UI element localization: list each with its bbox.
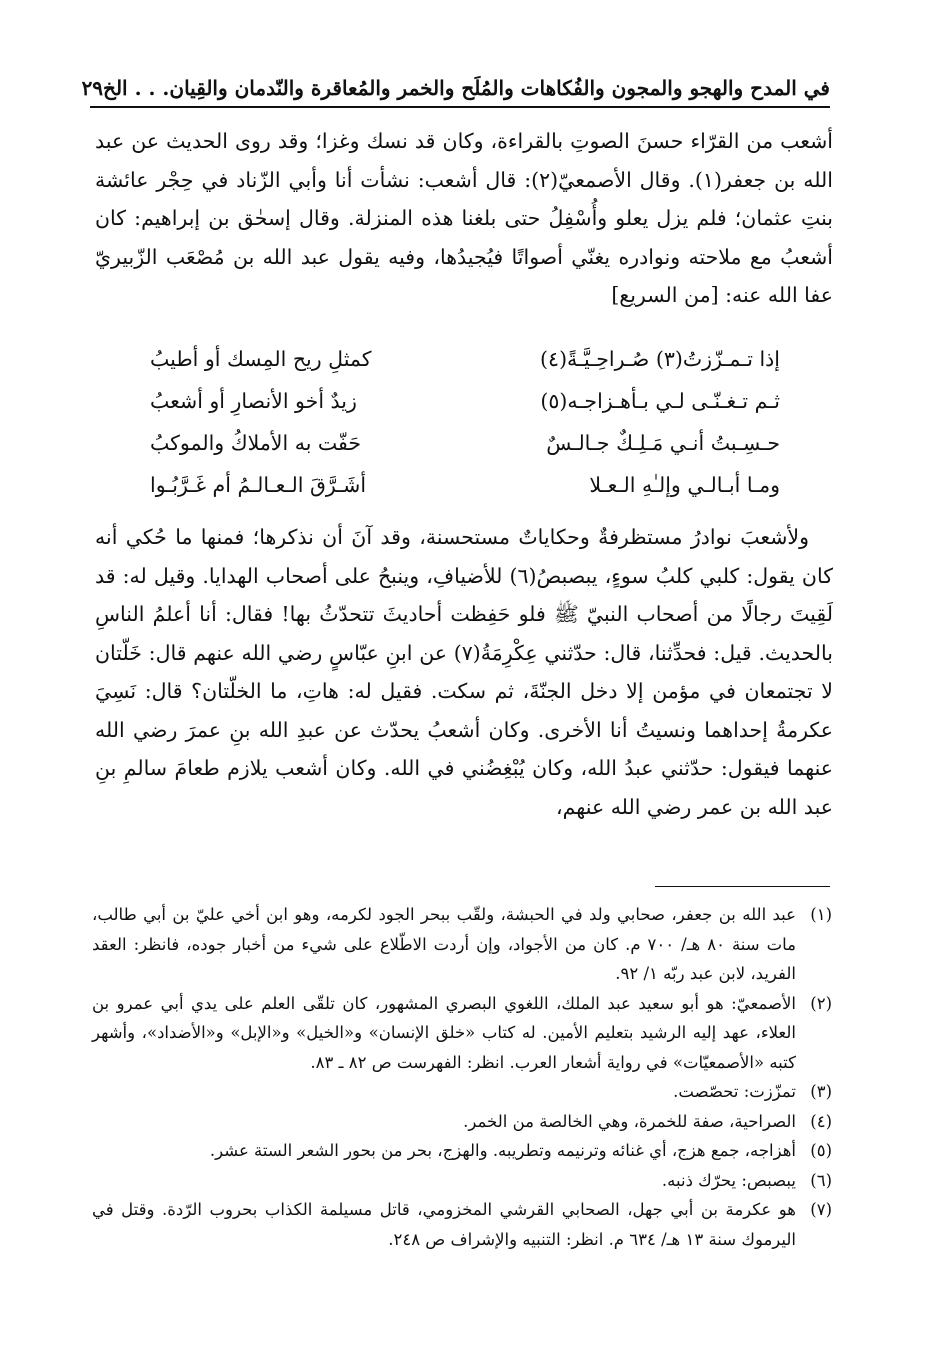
footnote: [92, 1195, 832, 1254]
footnote: [92, 989, 832, 1078]
poem-verse: [150, 338, 780, 380]
footnote-text: أهزاجه، جمع هزج، أي غنائه وترنيمه وتطريبه. والهزج، بحر من بحور الشعر الستة عشر.: [209, 1141, 796, 1160]
running-title: في المدح والهجو والمجون والفُكاهات والمُلَح والخمر والمُعاقرة والنّدمان والقِيان. . . الخ: [103, 76, 830, 100]
footnote-text: يبصبص: يحرّك ذنبه.: [661, 1170, 796, 1190]
paragraph-2: [95, 518, 833, 826]
footnote-text: عبد الله بن جعفر، صحابي ولد في الحبشة، ولقّب ببحر الجود لكرمه، وهو ابن أخي عليّ بن أبي طالب، مات سنة ٨٠ هـ/ ٧٠٠ م. كان من الأجواد، وإن أردت الاطّلاع على شيء من أخبار جوده، فانظر: العقد الفريد، لابن عبد ربّه ١/ ٩٢.: [92, 905, 797, 983]
verse-first-hemistich: إذا تـمـزّزتُ(٣) صُـراحِـيَّـةً(٤): [540, 347, 780, 371]
verse-second-hemistich: زيدٌ أخو الأنصارِ أو أشعبُ: [150, 389, 357, 413]
verse-second-hemistich: كمثلِ ريح المِسك أو أطيبُ: [150, 347, 372, 371]
footnote-number: (٧): [810, 1200, 832, 1219]
poem-verse: [150, 422, 780, 464]
poem-verse: [150, 464, 780, 506]
verse-second-hemistich: أشَـرَّقَ الـعـالـمُ أم غَـرَّبُـوا: [150, 473, 367, 497]
footnote: [92, 1077, 832, 1107]
verse-second-hemistich: حَفّت به الأملاكُ والموكبُ: [150, 431, 362, 455]
paragraph-2-text: ولأشعبَ نوادرُ مستظرفةٌ وحكاياتٌ مستحسنة، وقد آنَ أن نذكرها؛ فمنها ما حُكي أنه كان يقول: كلبي كلبُ سوءٍ، يبصبصُ(٦) للأضيافِ، وينبحُ على أصحاب الهدايا. وقيل له: قد لَقِيتَ رجالًا من أصحاب النبيّ ﷺ فلو حَفِظت أحاديثَ تتحدّثُ بها! فقال: أنا أعلمُ الناسِ بالحديث. قيل: فحدِّثنا، قال: حدّثني عِكْرِمَةُ(٧) عن ابنِ عبّاسٍ رضي الله عنهم قال: خَلّتان لا تجتمعان في مؤمن إلا دخل الجنّةَ، ثم سكت. فقيل له: هاتِ، ما الخلّتان؟ قال: نَسِيَ عكرمةُ إحداهما ونسيتُ أنا الأخرى. وكان أشعبُ يحدّث عن عبدِ الله بنِ عمرَ رضي الله عنهما فيقول: حدّثني عبدُ الله، وكان يُبْغِضُني في الله. وكان أشعب يلازم طعامَ سالمِ بنِ عبد الله بن عمر رضي الله عنهم،: [95, 525, 833, 819]
footnote-number: (٥): [810, 1141, 832, 1160]
footnote-number: (٤): [810, 1111, 832, 1131]
page-number: ٢٩: [81, 76, 104, 100]
paragraph-1: أشعب من القرّاء حسنَ الصوتِ بالقراءة، وكان قد نسك وغزا؛ وقد روى الحديث عن عبد الله بن جعفر(١). وقال الأصمعيّ(٢): قال أشعب: نشأت أنا وأبي الزّناد في حِجْر عائشة بنتِ عثمان؛ فلم يزل يعلو وأُسْفِلُ حتى بلغنا هذه المنزلة. وقال إسحٰق بن إبراهيم: كان أشعبُ مع ملاحته ونوادره يغنّي أصواتًا فيُجيدُها، وفيه يقول عبد الله بن مُصْعَب الزّبيريّ عفا الله عنه: [من السريع]: [95, 129, 833, 307]
poem: [150, 338, 780, 506]
footnote: [92, 1107, 832, 1137]
footnote: [92, 900, 832, 989]
footnote: [92, 1136, 832, 1166]
footnote-text: الأصمعيّ: هو أبو سعيد عبد الملك، اللغوي البصري المشهور، كان تلقّى العلم على يدي أبي عمرو بن العلاء، عهد إليه الرشيد بتعليم الأمين. له كتاب «خلق الإنسان» و«الخيل» و«الإبل» و«الأضداد»، وأشهر كتبه «الأصمعيّات» في رواية أشعار العرب. انظر: الفهرست ص ٨٢ ـ ٨٣.: [92, 993, 796, 1072]
page-header: [81, 70, 830, 108]
verse-first-hemistich: ثـم تـغـنّـى لـي بـأهـزاجـه(٥): [540, 389, 780, 413]
verse-first-hemistich: ومـا أبـالـي وإلـٰهِ الـعـلا: [589, 473, 780, 497]
footnote-text: هو عكرمة بن أبي جهل، الصحابي القرشي المخزومي، قاتل مسيلمة الكذاب بحروب الرّدة. وقتل في اليرموك سنة ١٣ هـ/ ٦٣٤ م. انظر: التنبيه والإشراف ص ٢٤٨.: [92, 1200, 796, 1249]
footnotes: [92, 900, 832, 1254]
footnote-separator: [655, 886, 830, 887]
footnote: [92, 1166, 832, 1196]
footnote-text: الصراحية، صفة للخمرة، وهي الخالصة من الخمر.: [463, 1111, 796, 1131]
main-text-block-1: [95, 122, 833, 315]
footnote-number: (٦): [810, 1170, 832, 1190]
footnote-number: (٣): [810, 1082, 832, 1101]
footnote-number: (٢): [810, 993, 832, 1013]
verse-first-hemistich: حـسِـبتُ أنـي مَـلِـكٌ جـالـسٌ: [546, 431, 780, 455]
main-text-block-2: [95, 518, 833, 826]
footnote-text: تمزّزت: تحصّصت.: [673, 1082, 796, 1101]
footnote-number: (١): [810, 905, 832, 924]
poem-verse: [150, 380, 780, 422]
